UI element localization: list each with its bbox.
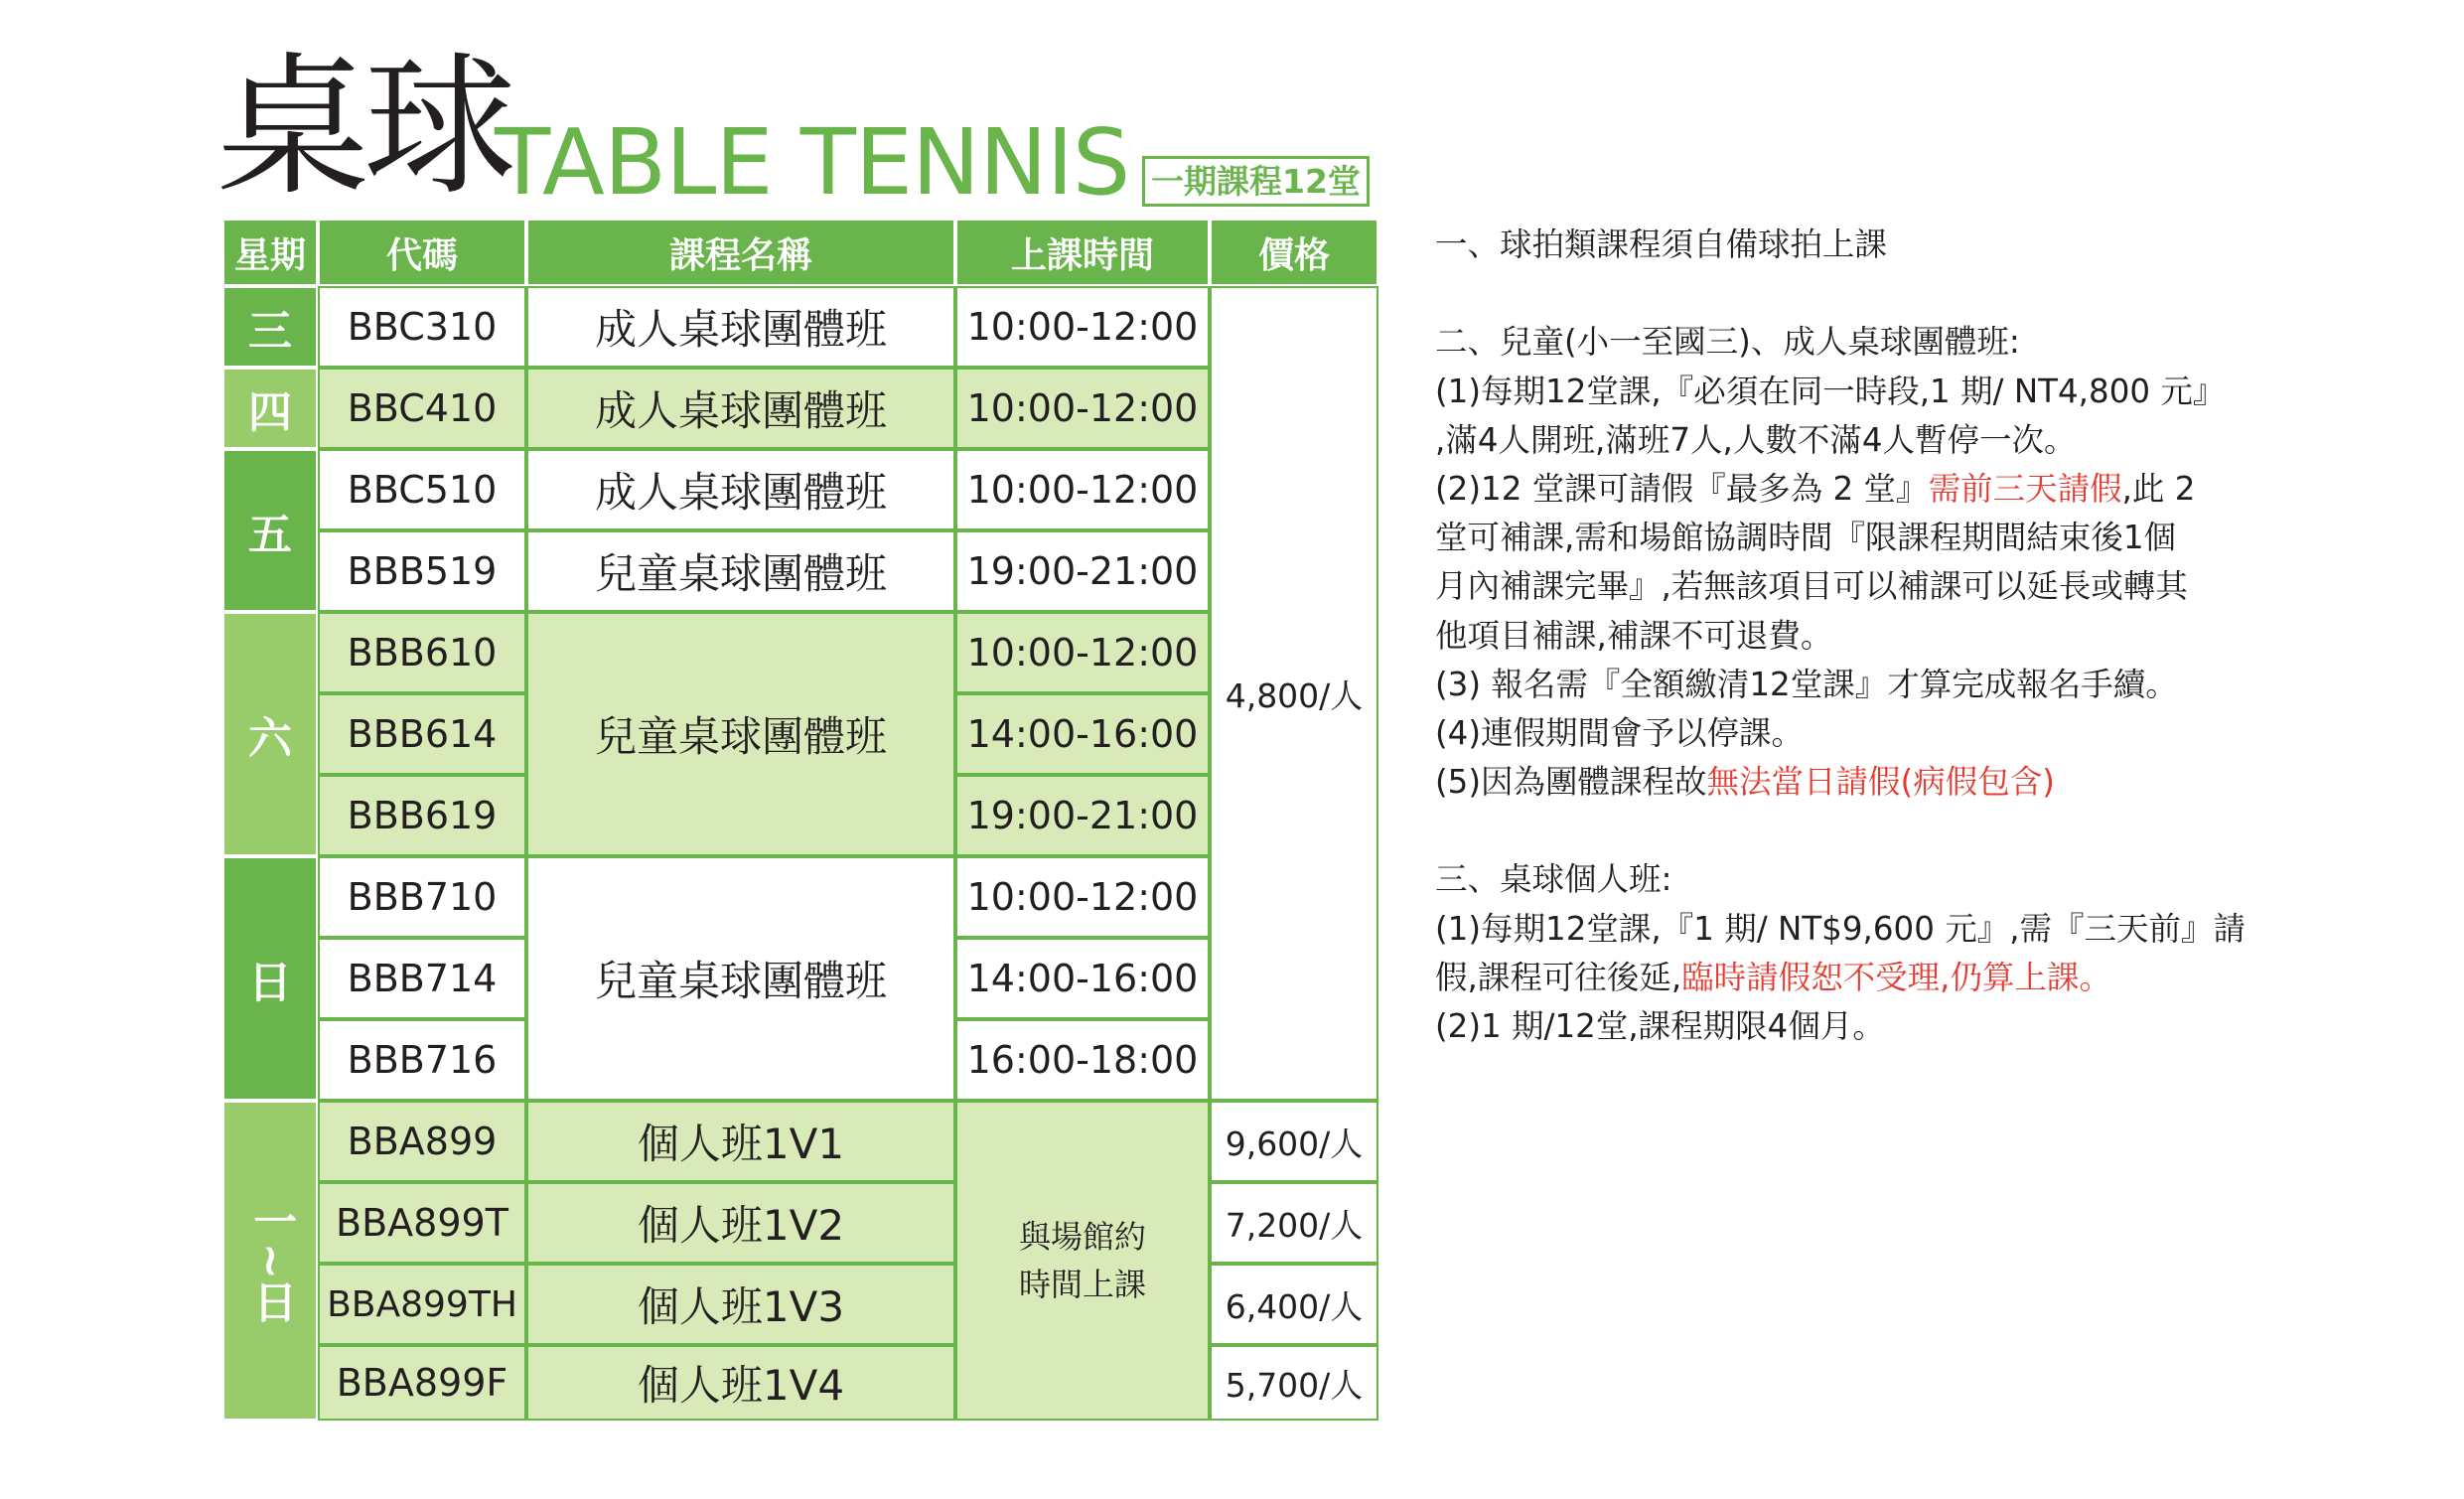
time-slot: 10:00-12:00: [955, 449, 1210, 530]
code-cell: BBB614: [318, 693, 526, 775]
note-line: ,滿4人開班,滿班7人,人數不滿4人暫停一次。: [1435, 420, 2077, 459]
note-line: (1)每期12堂課,『必須在同一時段,1 期/ NT4,800 元』: [1435, 372, 2226, 410]
note-text: (2)12 堂課可請假『最多為 2 堂』: [1435, 469, 1929, 508]
course-name: 成人桌球團體班: [526, 286, 955, 368]
header-code: 代碼: [318, 219, 526, 286]
private-price: 6,400/人: [1210, 1264, 1378, 1345]
code-cell: BBC410: [318, 368, 526, 449]
course-name: 兒童桌球團體班: [526, 612, 955, 856]
header-price: 價格: [1210, 219, 1378, 286]
day-sunday: 日: [222, 856, 318, 1101]
note-highlight: 無法當日請假(病假包含): [1706, 763, 2055, 802]
code-cell: BBC510: [318, 449, 526, 530]
code-cell: BBA899T: [318, 1182, 526, 1264]
note-line: [1435, 465, 2309, 514]
header-time: 上課時間: [955, 219, 1210, 286]
course-name: 兒童桌球團體班: [526, 530, 955, 612]
note-line: [1435, 954, 2309, 1002]
time-slot: 10:00-12:00: [955, 856, 1210, 938]
private-price: 9,600/人: [1210, 1101, 1378, 1182]
note-highlight: 需前三天請假: [1928, 469, 2122, 508]
note-line: 他項目補課,補課不可退費。: [1435, 616, 1833, 655]
header-course: 課程名稱: [526, 219, 955, 286]
private-price: 5,700/人: [1210, 1345, 1378, 1421]
course-name: 個人班1V1: [526, 1101, 955, 1182]
note-line: 堂可補課,需和場館協調時間『限課程期間結束後1個: [1435, 519, 2177, 557]
time-slot: 14:00-16:00: [955, 938, 1210, 1019]
course-name: 成人桌球團體班: [526, 449, 955, 530]
title-english: TABLE TENNIS: [495, 109, 1130, 216]
header-weekday: 星期: [222, 219, 318, 286]
note-group-title: 二、兒童(小一至國三)、成人桌球團體班:: [1435, 323, 2020, 362]
note-line: (3) 報名需『全額繳清12堂課』才算完成報名手續。: [1435, 665, 2178, 703]
day-friday: 五: [222, 449, 318, 612]
code-cell: BBB610: [318, 612, 526, 693]
note-line: (1)每期12堂課,『1 期/ NT$9,600 元』,需『三天前』請: [1435, 909, 2247, 948]
private-time-line: 與場館約: [1018, 1218, 1146, 1256]
day-saturday: 六: [222, 612, 318, 856]
note-line: (2)1 期/12堂,課程期限4個月。: [1435, 1007, 1885, 1045]
time-slot: 19:00-21:00: [955, 775, 1210, 856]
note-highlight: 臨時請假恕不受理,仍算上課。: [1681, 958, 2112, 996]
code-cell: BBB714: [318, 938, 526, 1019]
code-cell: BBC310: [318, 286, 526, 368]
course-name: 個人班1V3: [526, 1264, 955, 1345]
course-name: 成人桌球團體班: [526, 368, 955, 449]
time-slot: 14:00-16:00: [955, 693, 1210, 775]
day-mon-to-sun: [222, 1101, 318, 1421]
note-line: [1435, 758, 2309, 807]
code-cell: BBB710: [318, 856, 526, 938]
course-count-badge: 一期課程12堂: [1142, 156, 1370, 207]
note-line: (4)連假期間會予以停課。: [1435, 713, 1805, 752]
code-cell: BBA899: [318, 1101, 526, 1182]
private-time-line: 時間上課: [1018, 1266, 1146, 1303]
code-cell: BBA899TH: [318, 1264, 526, 1345]
code-cell: BBB619: [318, 775, 526, 856]
day-mon-to-sun-label: 一~日: [245, 1198, 297, 1323]
day-wednesday: 三: [222, 286, 318, 368]
group-price: 4,800/人: [1210, 286, 1378, 1101]
time-slot: 10:00-12:00: [955, 286, 1210, 368]
private-time-note: [955, 1101, 1210, 1421]
time-slot: 10:00-12:00: [955, 368, 1210, 449]
time-slot: 10:00-12:00: [955, 612, 1210, 693]
code-cell: BBB519: [318, 530, 526, 612]
note-equipment: 一、球拍類課程須自備球拍上課: [1435, 225, 1888, 263]
time-slot: 16:00-18:00: [955, 1019, 1210, 1101]
note-line: 月內補課完畢』,若無該項目可以補課可以延長或轉其: [1435, 567, 2188, 606]
time-slot: 19:00-21:00: [955, 530, 1210, 612]
course-name: 個人班1V4: [526, 1345, 955, 1421]
title-chinese: 桌球: [217, 39, 511, 217]
day-thursday: 四: [222, 368, 318, 449]
course-notes: [1435, 221, 2309, 1051]
schedule-table: [222, 219, 1378, 1421]
code-cell: BBB716: [318, 1019, 526, 1101]
course-name: 個人班1V2: [526, 1182, 955, 1264]
code-cell: BBA899F: [318, 1345, 526, 1421]
note-private-title: 三、桌球個人班:: [1435, 860, 1672, 899]
course-name: 兒童桌球團體班: [526, 856, 955, 1101]
note-text: 假,課程可往後延,: [1435, 958, 1682, 996]
note-text: (5)因為團體課程故: [1435, 763, 1707, 802]
private-price: 7,200/人: [1210, 1182, 1378, 1264]
note-text: ,此 2: [2121, 469, 2196, 508]
